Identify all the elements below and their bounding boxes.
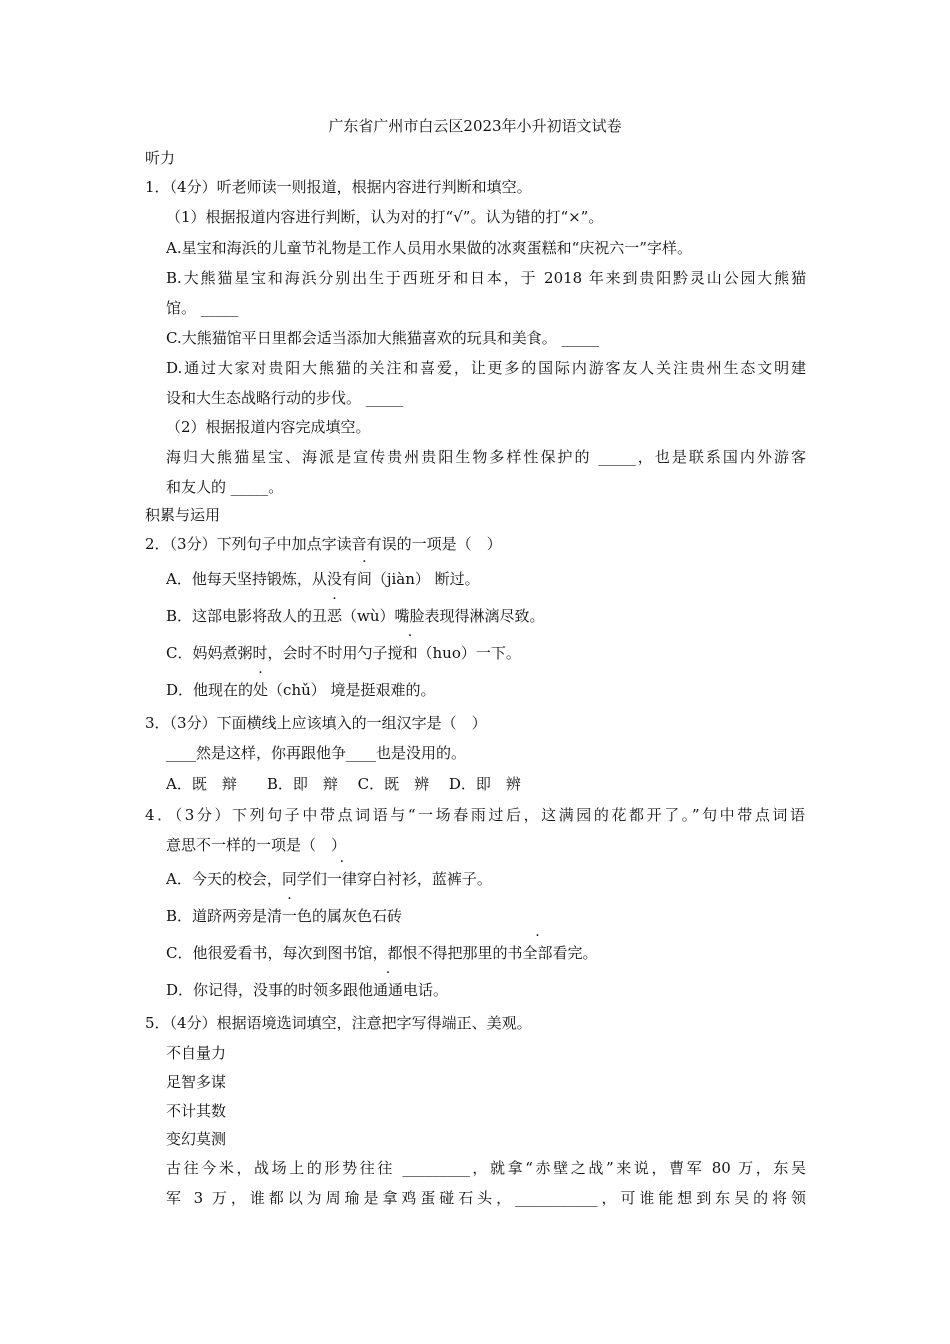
q3-options: A．既 辩 B．即 辩 C．既 辨 D．即 辨 bbox=[166, 775, 521, 793]
emphasis-dot-char: 处 bbox=[253, 681, 269, 699]
q1-stem: 1．（4分）听老师读一则报道，根据内容进行判断和填空。 bbox=[145, 178, 532, 196]
section-heading-accumulation: 积累与运用 bbox=[145, 506, 221, 524]
emphasis-dot-word: 清一色 bbox=[267, 907, 313, 925]
emphasis-dot-char: 和 bbox=[402, 644, 418, 662]
q3-sentence: ____然是这样，你再跟他争____也是没用的。 bbox=[166, 744, 467, 762]
q5-word-option: 不计其数 bbox=[166, 1102, 227, 1120]
section-heading-listening: 听力 bbox=[145, 149, 176, 167]
q4-option-c: C．他很爱看书，每次到图书馆，都恨不得把那里的书全部看完。 bbox=[166, 944, 598, 962]
page-title: 广东省广州市白云区2023年小升初语文试卷 bbox=[328, 117, 622, 135]
q1-option-d-line2: 设和大生态战略行动的步伐。 _____ bbox=[166, 389, 404, 407]
q4-stem-line2: 意思不一样的一项是（ ） bbox=[166, 836, 347, 854]
q4-stem-line1: 4．（3分）下列句子中带点词语与“一场春雨过后，这满园的花都开了。”句中带点词语 bbox=[145, 806, 805, 824]
q1-option-c: C.大熊猫馆平日里都会适当添加大熊猫喜欢的玩具和美食。 _____ bbox=[166, 329, 599, 347]
q5-word-option: 足智多谋 bbox=[166, 1073, 227, 1091]
q5-passage-line2: 军 3 万，谁都以为周瑜是拿鸡蛋碰石头，___________，可谁能想到东吴的将领 bbox=[166, 1189, 806, 1207]
q2-option-b: B．这部电影将敌人的丑恶（wù）嘴脸表现得淋漓尽致。 bbox=[166, 607, 545, 625]
emphasis-dot-word: 一律 bbox=[326, 870, 357, 888]
emphasis-dot-word: 全部 bbox=[522, 944, 553, 962]
q4-option-a: A．今天的校会，同学们一律穿白衬衫，蓝裤子。 bbox=[166, 870, 492, 888]
q1-option-b-line2: 馆。 _____ bbox=[166, 299, 239, 317]
q2-option-a: A．他每天坚持锻炼，从没有间（jiàn） 断过。 bbox=[166, 570, 480, 588]
q1-option-d-line1: D.通过大家对贵阳大熊猫的关注和喜爱，让更多的国际内游客友人关注贵州生态文明建 bbox=[166, 359, 806, 377]
q4-option-b: B．道跻两旁是清一色的属灰色石砖 bbox=[166, 907, 403, 925]
q4-option-d: D．你记得，没事的时领多跟他通通电话。 bbox=[166, 981, 449, 999]
q5-word-option: 变幻莫测 bbox=[166, 1130, 227, 1148]
q5-passage-line1: 古往今米，战场上的形势往往 _________，就拿“赤壁之战”来说，曹军 80 万，东吴 bbox=[166, 1159, 806, 1177]
emphasis-dot-char: 恶 bbox=[327, 607, 343, 625]
q5-word-option: 不自量力 bbox=[166, 1044, 227, 1062]
emphasis-dot-word: 通通 bbox=[373, 981, 404, 999]
q1-fill-line1: 海归大熊猫星宝、海派是宣传贵州贵阳生物多样性保护的 _____，也是联系国内外游客 bbox=[166, 448, 806, 466]
emphasis-dot-char: 间 bbox=[356, 570, 372, 588]
q5-stem: 5．（4分）根据语境选词填空，注意把字写得端正、美观。 bbox=[145, 1014, 532, 1032]
q1-option-a: A.星宝和海浜的儿童节礼物是工作人员用水果做的冰爽蛋糕和“庆祝六一”字样。 bbox=[166, 239, 692, 257]
q3-stem: 3．（3分）下面横线上应该填入的一组汉字是（ ） bbox=[145, 714, 487, 732]
q1-option-b-line1: B.大熊猫星宝和海浜分别出生于西班牙和日本，于 2018 年来到贵阳黔灵山公园大熊猫 bbox=[166, 269, 806, 287]
q2-option-c: C．妈妈煮粥时，会时不时用勺子搅和（huo）一下。 bbox=[166, 644, 521, 662]
q1-fill-line2: 和友人的 _____。 bbox=[166, 478, 284, 496]
q1-part2-instruction: （2）根据报道内容完成填空。 bbox=[166, 418, 371, 436]
q2-stem: 2．（3分）下列句子中加点字读音有误的一项是（ ） bbox=[145, 535, 502, 553]
q1-part1-instruction: （1）根据报道内容进行判断，认为对的打“√”。认为错的打“×”。 bbox=[166, 208, 604, 226]
q2-option-d: D．他现在的处（chǔ） 境是挺艰难的。 bbox=[166, 681, 436, 699]
